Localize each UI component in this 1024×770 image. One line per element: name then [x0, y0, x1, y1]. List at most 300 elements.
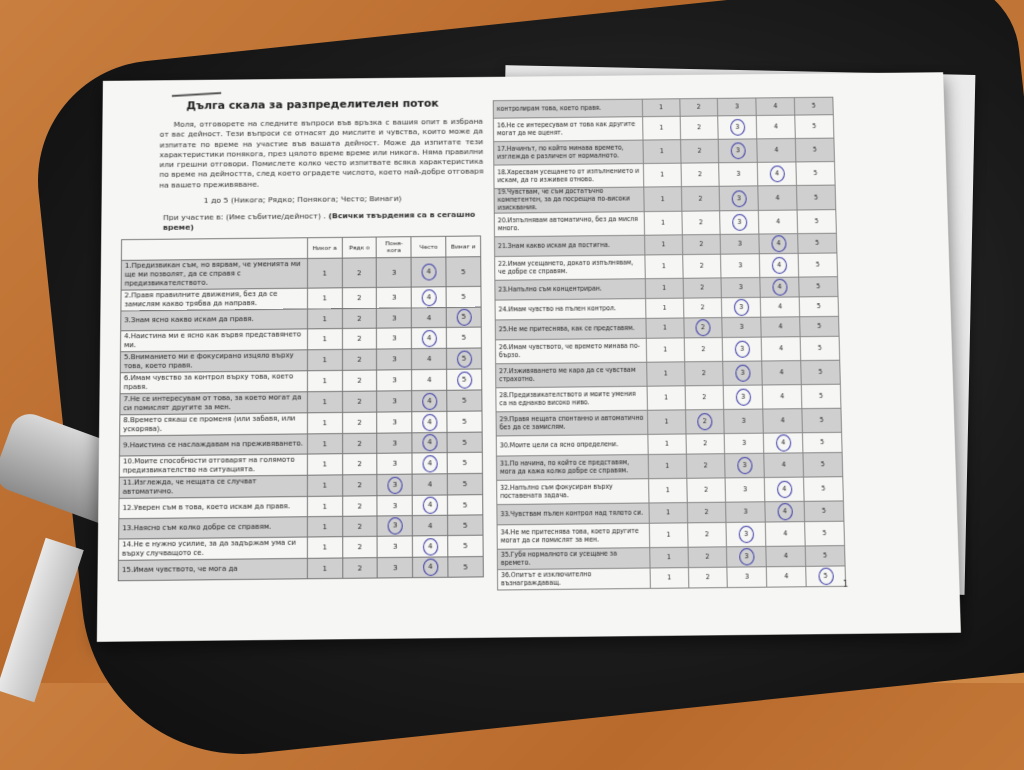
rating-cell[interactable] [685, 385, 724, 409]
rating-cell[interactable] [448, 495, 483, 516]
rating-cell[interactable] [683, 278, 722, 298]
rating-cell[interactable] [307, 288, 342, 309]
rating-value: 5 [822, 530, 827, 538]
item-statement: 20.Изпълнявам автоматично, без да мисля много. [494, 212, 644, 237]
table-row [494, 138, 835, 165]
rating-cell[interactable] [378, 557, 413, 578]
rating-value: 4 [780, 393, 785, 401]
rating-cell[interactable] [413, 557, 448, 578]
rating-value: 1 [663, 370, 668, 378]
circled-rating: 4 [422, 497, 437, 514]
rating-value: 1 [322, 269, 327, 278]
circled-rating: 5 [456, 309, 471, 326]
rating-value: 2 [698, 195, 703, 203]
rating-cell[interactable] [803, 452, 843, 477]
rating-cell[interactable] [342, 453, 377, 475]
rating-cell[interactable] [759, 210, 798, 234]
rating-cell[interactable] [722, 297, 761, 317]
rating-value: 4 [773, 103, 778, 110]
rating-cell[interactable] [413, 536, 448, 558]
rating-value: 5 [461, 333, 467, 342]
rating-cell[interactable] [646, 318, 684, 338]
circled-rating: 3 [734, 299, 749, 316]
rating-cell[interactable] [681, 163, 720, 187]
rating-cell[interactable] [307, 434, 342, 454]
rating-cell[interactable] [307, 516, 342, 537]
item-statement: 19.Чувствам, че съм достатъчно компетентен, за да посрещна по-високи изисквания. [494, 187, 644, 213]
rating-cell[interactable] [802, 408, 842, 433]
rating-cell[interactable] [756, 98, 795, 116]
rating-cell[interactable] [342, 328, 377, 349]
rating-value: 2 [357, 268, 362, 277]
rating-cell[interactable] [796, 162, 835, 186]
rating-value: 3 [737, 240, 743, 248]
rating-value: 1 [322, 377, 327, 386]
rating-value: 3 [736, 170, 741, 178]
rating-cell[interactable] [726, 502, 766, 523]
rating-cell[interactable] [686, 478, 726, 503]
rating-cell[interactable] [342, 516, 377, 537]
header-rarely: Рядк о [342, 237, 377, 258]
rating-cell[interactable] [342, 536, 377, 558]
rating-value: 2 [702, 394, 707, 402]
rating-cell[interactable] [795, 115, 834, 139]
rating-cell[interactable] [447, 432, 482, 452]
rating-cell[interactable] [342, 391, 377, 412]
rating-cell[interactable] [760, 253, 799, 277]
circled-rating: 4 [769, 165, 784, 182]
rating-cell[interactable] [719, 162, 758, 186]
rating-value: 5 [462, 396, 467, 405]
rating-cell[interactable] [681, 211, 720, 235]
circled-rating: 3 [738, 526, 754, 543]
rating-value: 2 [700, 304, 705, 312]
rating-cell[interactable] [797, 210, 836, 234]
rating-value: 5 [812, 123, 817, 131]
rating-cell[interactable] [644, 235, 682, 255]
rating-cell[interactable] [726, 522, 766, 547]
rating-cell[interactable] [377, 257, 412, 287]
rating-cell[interactable] [765, 477, 805, 502]
rating-value: 3 [392, 355, 397, 364]
rating-cell[interactable] [307, 413, 342, 434]
rating-value: 4 [426, 355, 432, 364]
rating-cell[interactable] [643, 163, 681, 187]
rating-cell[interactable] [724, 409, 763, 434]
rating-cell[interactable] [447, 390, 482, 411]
rating-value: 1 [665, 509, 670, 517]
rating-value: 5 [462, 480, 468, 489]
rating-cell[interactable] [307, 258, 342, 288]
item-statement: 10.Моите способности отговарят на голямото предизвикателство на ситуацията. [119, 454, 307, 477]
activity-line [163, 210, 484, 233]
rating-cell[interactable] [764, 453, 804, 478]
rating-cell[interactable] [411, 287, 446, 308]
rating-value: 5 [813, 170, 818, 177]
rating-cell[interactable] [766, 546, 806, 567]
rating-value: 5 [819, 416, 824, 425]
rating-cell[interactable] [688, 567, 728, 588]
rating-cell[interactable] [727, 546, 767, 567]
rating-cell[interactable] [794, 97, 833, 115]
rating-cell[interactable] [758, 185, 797, 210]
circled-rating: 4 [772, 279, 787, 296]
rating-cell[interactable] [643, 187, 681, 212]
circled-rating: 4 [422, 455, 437, 472]
rating-cell[interactable] [798, 253, 837, 277]
rating-cell[interactable] [762, 361, 801, 385]
rating-cell[interactable] [447, 473, 482, 495]
rating-cell[interactable] [795, 138, 834, 162]
right-items-table [493, 97, 849, 591]
item-statement: 3.Знам ясно какво искам да правя. [121, 309, 308, 331]
rating-cell[interactable] [446, 327, 481, 348]
rating-cell[interactable] [377, 453, 412, 475]
rating-cell[interactable] [686, 434, 725, 455]
rating-cell[interactable] [725, 477, 765, 502]
rating-value: 3 [735, 103, 740, 111]
rating-cell[interactable] [799, 277, 838, 297]
rating-cell[interactable] [643, 140, 681, 164]
left-items-table [118, 236, 484, 582]
rating-cell[interactable] [800, 316, 839, 336]
rating-cell[interactable] [447, 411, 482, 432]
rating-value: 5 [811, 102, 816, 110]
rating-cell[interactable] [721, 278, 760, 298]
rating-cell[interactable] [412, 453, 447, 475]
rating-value: 1 [660, 171, 665, 179]
rating-cell[interactable] [680, 116, 719, 140]
rating-cell[interactable] [342, 475, 377, 497]
rating-cell[interactable] [762, 385, 801, 409]
table-row [493, 115, 834, 142]
rating-value: 3 [392, 314, 397, 323]
rating-cell[interactable] [766, 522, 806, 547]
rating-cell[interactable] [761, 337, 800, 361]
rating-value: 1 [661, 241, 666, 249]
rating-cell[interactable] [307, 475, 342, 497]
rating-value: 4 [427, 376, 432, 385]
rating-cell[interactable] [798, 233, 837, 253]
rating-cell[interactable] [684, 337, 723, 361]
rating-value: 2 [700, 284, 705, 292]
header-never: Никог а [307, 237, 342, 258]
rating-cell[interactable] [448, 557, 483, 578]
circled-rating: 4 [422, 434, 437, 451]
rating-cell[interactable] [342, 496, 377, 517]
rating-cell[interactable] [307, 370, 342, 391]
circled-rating: 4 [422, 330, 437, 347]
item-statement: 5.Вниманието ми е фокусирано изцяло върху това, което правя. [120, 350, 307, 373]
rating-cell[interactable] [647, 386, 685, 410]
rating-cell[interactable] [342, 412, 377, 433]
rating-cell[interactable] [377, 391, 412, 412]
rating-cell[interactable] [307, 329, 342, 350]
rating-cell[interactable] [720, 210, 759, 234]
left-items-body [118, 257, 483, 581]
rating-cell[interactable] [683, 298, 722, 318]
rating-value: 5 [812, 146, 817, 154]
circled-rating: 3 [736, 389, 751, 406]
rating-cell[interactable] [645, 298, 683, 318]
rating-cell[interactable] [412, 411, 447, 432]
rating-cell[interactable] [687, 522, 727, 547]
rating-cell[interactable] [378, 536, 413, 558]
rating-cell[interactable] [679, 98, 718, 116]
rating-cell[interactable] [307, 496, 342, 517]
item-statement: 1.Предизвикан съм, но вярвам, че уменията ми ще ми позволят, да се справя с предизвикателството. [121, 259, 307, 291]
rating-cell[interactable] [412, 474, 447, 496]
rating-cell[interactable] [342, 370, 377, 391]
rating-cell[interactable] [307, 391, 342, 412]
rating-cell[interactable] [719, 139, 758, 163]
rating-value: 5 [814, 218, 819, 226]
rating-cell[interactable] [757, 138, 796, 162]
rating-value: 2 [357, 418, 362, 427]
rating-value: 1 [659, 124, 664, 132]
rating-cell[interactable] [724, 385, 763, 409]
rating-cell[interactable] [342, 558, 377, 579]
rating-cell[interactable] [377, 433, 412, 453]
rating-value: 3 [392, 501, 398, 510]
rating-cell[interactable] [718, 115, 757, 139]
rating-cell[interactable] [446, 286, 481, 307]
rating-value: 5 [816, 283, 821, 291]
rating-cell[interactable] [377, 308, 412, 328]
rating-cell[interactable] [377, 328, 412, 349]
rating-cell[interactable] [648, 454, 686, 479]
rating-cell[interactable] [687, 502, 727, 523]
circled-rating: 4 [421, 289, 436, 306]
rating-value: 1 [663, 394, 668, 402]
rating-value: 3 [745, 573, 750, 581]
rating-cell[interactable] [412, 328, 447, 349]
rating-value: 1 [322, 335, 327, 344]
rating-value: 5 [820, 439, 825, 447]
rating-cell[interactable] [723, 337, 762, 361]
header-blank [121, 238, 307, 261]
rating-cell[interactable] [447, 452, 482, 474]
rating-cell[interactable] [646, 362, 684, 386]
item-statement: 35.Губя нормалното си усещане за времето. [497, 548, 649, 570]
rating-cell[interactable] [412, 433, 447, 453]
table-row [495, 336, 839, 364]
circled-rating: 4 [423, 538, 438, 555]
rating-cell[interactable] [646, 338, 684, 362]
rating-cell[interactable] [448, 515, 483, 536]
item-statement: 29.Правя нещата спонтанно и автоматично без да се замислям. [496, 410, 648, 436]
rating-cell[interactable] [644, 211, 682, 235]
rating-cell[interactable] [800, 336, 839, 360]
rating-cell[interactable] [765, 501, 805, 522]
rating-cell[interactable] [682, 234, 721, 254]
rating-value: 4 [427, 480, 433, 489]
item-statement: 4.Наистина ми е ясно как вървя представянето ми. [120, 329, 307, 352]
rating-cell[interactable] [797, 185, 836, 210]
rating-value: 4 [775, 194, 780, 202]
rating-value: 5 [462, 458, 468, 468]
rating-cell[interactable] [342, 308, 377, 328]
rating-cell[interactable] [649, 523, 688, 548]
rating-value: 4 [776, 218, 781, 226]
rating-cell[interactable] [412, 369, 447, 390]
rating-cell[interactable] [805, 546, 845, 567]
rating-cell[interactable] [377, 370, 412, 391]
rating-cell[interactable] [307, 558, 342, 579]
rating-cell[interactable] [682, 254, 721, 278]
rating-cell[interactable] [342, 258, 377, 288]
rating-cell[interactable] [685, 409, 724, 434]
circled-rating: 4 [421, 264, 436, 281]
rating-cell[interactable] [446, 307, 481, 327]
rating-value: 3 [392, 439, 397, 448]
rating-cell[interactable] [756, 115, 795, 139]
rating-cell[interactable] [683, 318, 722, 338]
rating-value: 5 [461, 293, 466, 302]
item-statement: 2.Правя правилните движения, без да се замислям какво трябва да направя. [121, 288, 307, 311]
rating-cell[interactable] [649, 547, 688, 568]
rating-cell[interactable] [377, 349, 412, 370]
item-statement: 8.Времето сякаш се променя (или забавя, или ускорява). [120, 413, 308, 436]
circled-rating: 3 [730, 142, 745, 159]
rating-cell[interactable] [801, 360, 841, 384]
rating-cell[interactable] [803, 432, 843, 453]
rating-value: 3 [743, 486, 748, 494]
rating-cell[interactable] [307, 309, 342, 329]
rating-cell[interactable] [799, 297, 838, 317]
circled-rating: 4 [776, 434, 791, 451]
rating-cell[interactable] [649, 503, 687, 524]
rating-cell[interactable] [725, 453, 765, 478]
rating-value: 5 [817, 323, 822, 331]
rating-cell[interactable] [760, 277, 799, 297]
rating-cell[interactable] [448, 535, 483, 557]
rating-value: 3 [738, 262, 743, 270]
rating-cell[interactable] [759, 234, 798, 254]
rating-cell[interactable] [307, 454, 342, 476]
rating-cell[interactable] [648, 434, 686, 455]
item-statement: 12.Уверен съм в това, което искам да правя. [119, 497, 307, 519]
right-items-body [493, 97, 845, 590]
rating-cell[interactable] [761, 317, 800, 337]
rating-cell[interactable] [763, 409, 803, 434]
rating-value: 2 [697, 124, 702, 132]
table-row [497, 477, 844, 505]
table-row [495, 253, 838, 280]
rating-cell[interactable] [411, 257, 446, 287]
rating-cell[interactable] [727, 567, 767, 588]
rating-cell[interactable] [720, 186, 759, 211]
rating-cell[interactable] [377, 412, 412, 433]
rating-value: 1 [659, 148, 664, 156]
rating-value: 1 [660, 219, 665, 227]
rating-cell[interactable] [804, 477, 844, 502]
rating-cell[interactable] [725, 433, 764, 454]
item-statement: 16.Не се интересувам от това как другите могат да ме оценят. [493, 117, 642, 142]
rating-cell[interactable] [648, 478, 687, 503]
rating-value: 4 [783, 552, 788, 560]
rating-value: 3 [392, 563, 398, 572]
rating-cell[interactable] [413, 515, 448, 536]
rating-cell[interactable] [805, 521, 845, 546]
rating-cell[interactable] [688, 547, 728, 568]
rating-value: 2 [704, 531, 710, 539]
rating-value: 4 [774, 146, 779, 154]
rating-cell[interactable] [680, 139, 719, 163]
rating-cell[interactable] [684, 361, 723, 385]
circled-rating: 3 [735, 341, 750, 358]
rating-cell[interactable] [412, 390, 447, 411]
rating-value: 2 [704, 486, 709, 494]
rating-value: 1 [665, 487, 670, 495]
rating-value: 3 [391, 293, 397, 302]
item-statement: 13.Наясно съм колко добре се справям. [119, 517, 308, 539]
rating-value: 5 [463, 562, 468, 572]
rating-value: 5 [462, 500, 468, 510]
circled-rating: 3 [739, 548, 755, 565]
rating-cell[interactable] [650, 568, 689, 589]
rating-cell[interactable] [761, 297, 800, 317]
rating-value: 1 [322, 481, 328, 490]
rating-value: 1 [322, 439, 328, 448]
circled-rating: 3 [731, 190, 746, 207]
rating-cell[interactable] [377, 495, 412, 516]
item-statement: 28.Предизвикателството и моите умения са на еднакво високо ниво. [496, 386, 647, 412]
rating-cell[interactable] [412, 495, 447, 516]
rating-cell[interactable] [412, 348, 447, 369]
rating-cell[interactable] [342, 349, 377, 370]
rating-value: 2 [705, 573, 710, 582]
rating-cell[interactable] [447, 348, 482, 369]
rating-cell[interactable] [801, 384, 841, 408]
rating-cell[interactable] [723, 361, 762, 385]
rating-cell[interactable] [681, 186, 720, 211]
rating-cell[interactable] [342, 433, 377, 453]
rating-cell[interactable] [720, 234, 759, 254]
rating-value: 3 [392, 376, 397, 385]
rating-cell[interactable] [722, 317, 761, 337]
rating-cell[interactable] [804, 501, 844, 522]
rating-cell[interactable] [412, 308, 447, 328]
rating-cell[interactable] [446, 257, 481, 287]
rating-cell[interactable] [721, 254, 760, 278]
rating-cell[interactable] [645, 255, 683, 279]
rating-cell[interactable] [758, 162, 797, 186]
rating-cell[interactable] [806, 566, 849, 589]
rating-value: 1 [322, 356, 327, 365]
rating-cell[interactable] [447, 369, 482, 390]
rating-cell[interactable] [642, 99, 680, 117]
rating-value: 2 [699, 241, 704, 248]
rating-value: 1 [322, 502, 328, 511]
rating-cell[interactable] [645, 278, 683, 298]
rating-cell[interactable] [342, 288, 377, 309]
rating-cell[interactable] [307, 537, 342, 559]
rating-cell[interactable] [718, 98, 757, 116]
rating-cell[interactable] [767, 566, 807, 587]
table-row [496, 360, 841, 388]
rating-cell[interactable] [377, 516, 412, 537]
rating-cell[interactable] [764, 433, 803, 454]
rating-value: 1 [322, 522, 328, 531]
rating-cell[interactable] [686, 454, 726, 479]
item-statement: 9.Наистина се наслаждавам на преживяването. [119, 434, 307, 456]
rating-cell[interactable] [307, 350, 342, 371]
rating-cell[interactable] [377, 287, 412, 308]
rating-cell[interactable] [647, 410, 685, 435]
rating-cell[interactable] [642, 116, 680, 140]
rating-cell[interactable] [377, 474, 412, 496]
